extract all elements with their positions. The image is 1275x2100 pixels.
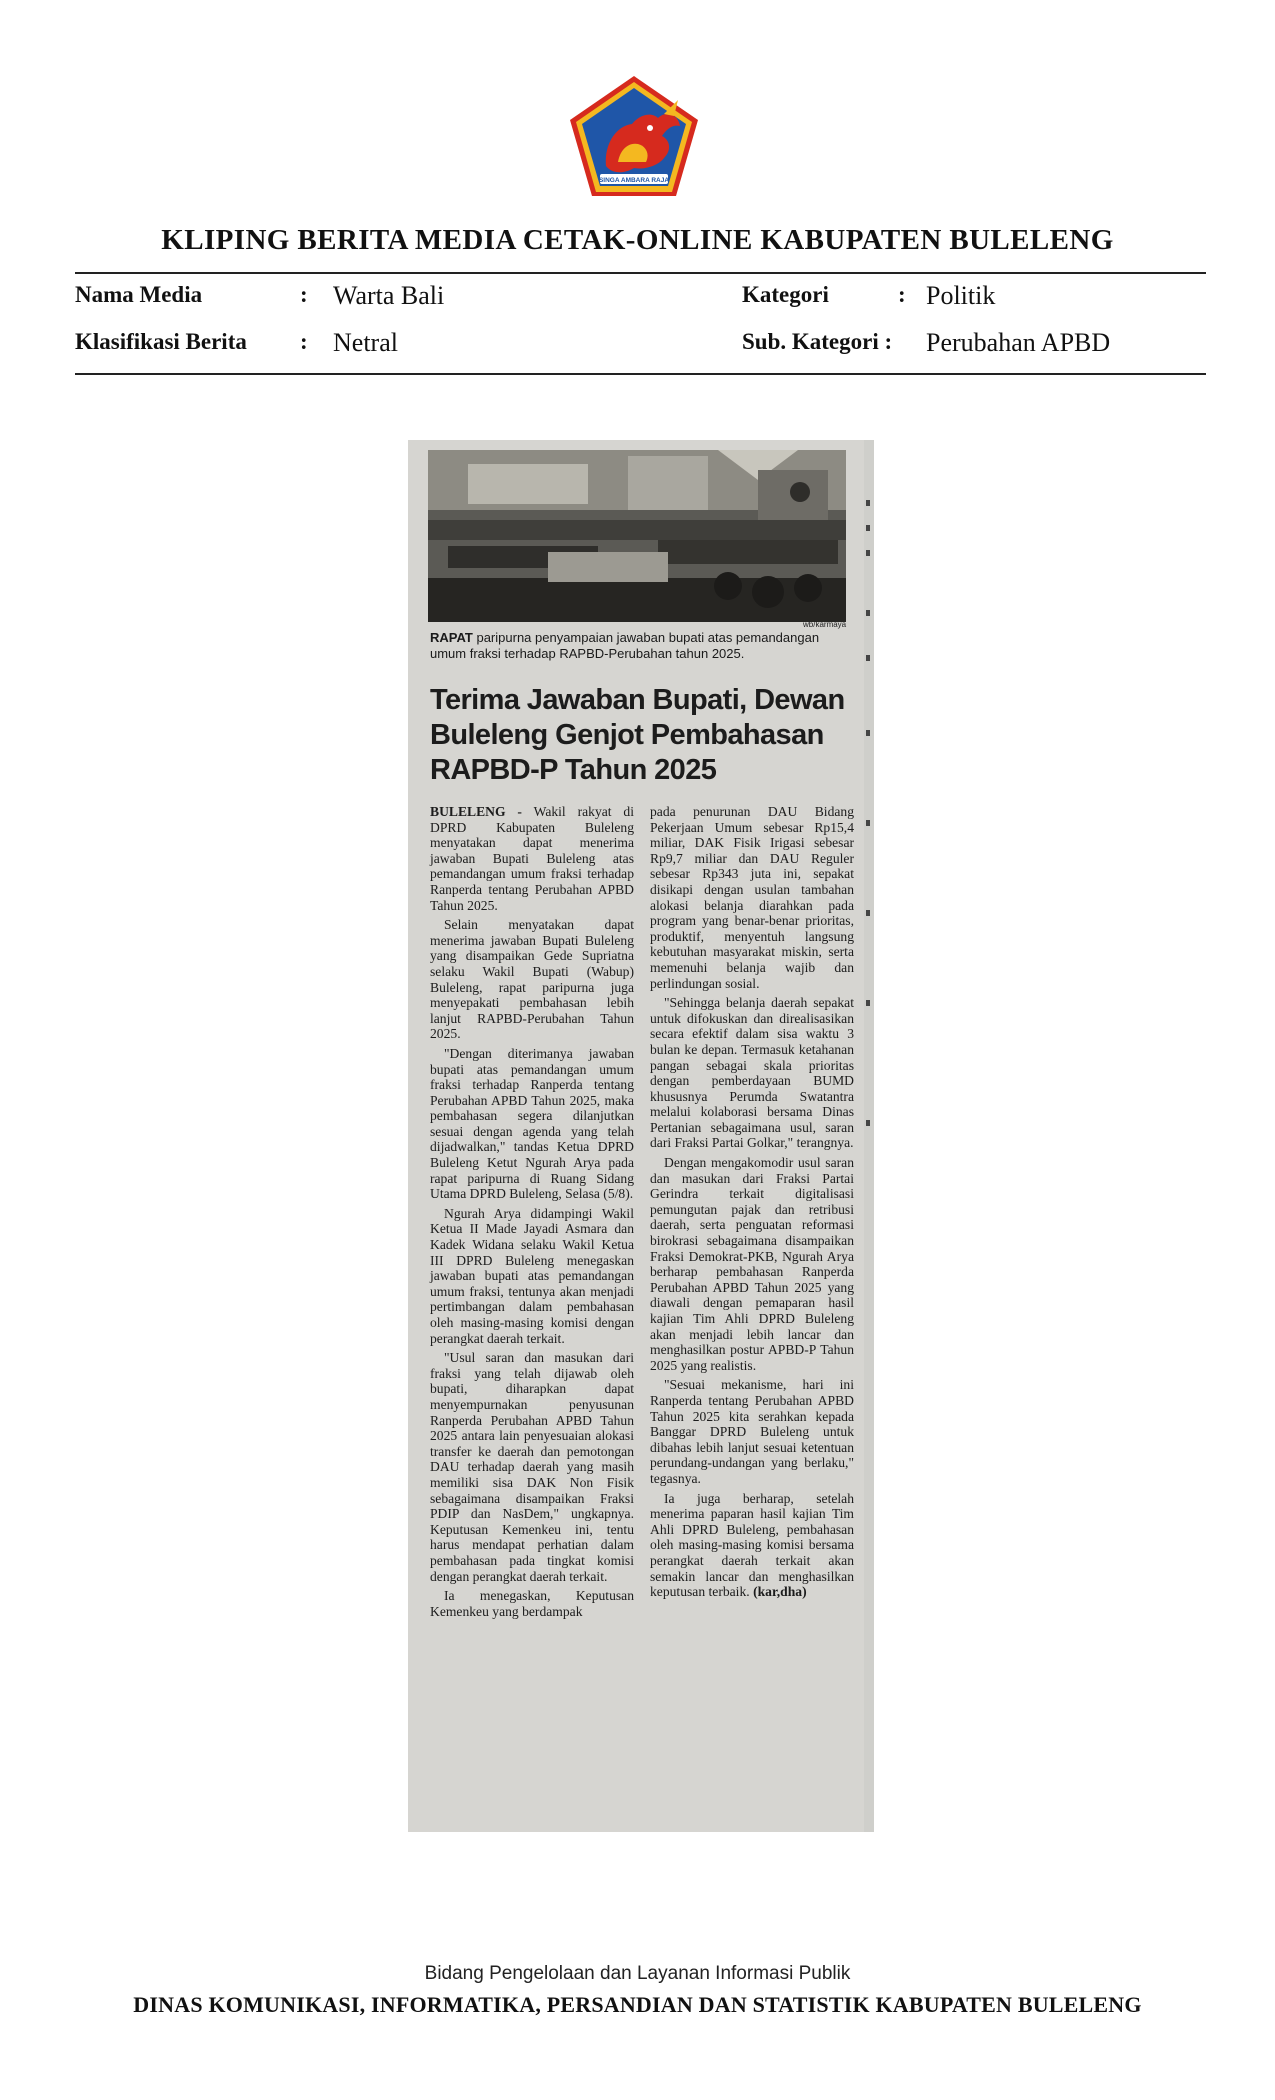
article-column-2 — [650, 804, 854, 1604]
adjacent-text-fragment — [866, 910, 870, 916]
article-paragraph: Dengan mengakomodir usul saran dan masukan dari Fraksi Partai Gerindra terkait digitalisasi pemungutan pajak dan retribusi daerah, serta penguatan reformasi birokrasi sebagaimana disampaikan Fraksi Demokrat-PKB, Ngurah Arya berharap pembahasan Ranperda Perubahan APBD Tahun 2025 yang diawali dengan pemaparan hasil kajian Tim Ahli DPRD Buleleng akan menjadi lebih lancar dan menghasilkan postur APBD-P Tahun 2025 yang realistis. — [650, 1155, 854, 1373]
article-paragraph: "Dengan diterimanya jawaban bupati atas pemandangan umum fraksi terhadap Ranperda tentang Perubahan APBD Tahun 2025, maka pembahasan segera dilanjutkan sesuai dengan agenda yang telah dijadwalkan," tandas Ketua DPRD Buleleng Ketut Ngurah Arya pada rapat paripurna di Ruang Sidang Utama DPRD Buleleng, Selasa (5/8). — [430, 1045, 634, 1202]
adjacent-text-fragment — [866, 610, 870, 616]
adjacent-text-fragment — [866, 1000, 870, 1006]
article-paragraph: pada penurunan DAU Bidang Pekerjaan Umum sebesar Rp15,4 miliar, DAK Fisik Irigasi sebesar Rp9,7 miliar dan DAU Reguler sebesar Rp343 juta ini, sepakat disikapi dengan usulan tambahan alokasi belanja diarahkan pada program yang benar-benar prioritas, produktif, menyentuh langsung kebutuhan masyarakat miskin, serta memenuhi belanja wajib dan perlindungan sosial. — [650, 804, 854, 991]
category-label: Kategori — [742, 282, 829, 307]
adjacent-column-edge — [864, 440, 874, 1832]
footer-division: Bidang Pengelolaan dan Layanan Informasi Publik — [424, 1963, 851, 1984]
photo-caption — [430, 630, 846, 662]
article-column-1 — [430, 804, 634, 1623]
adjacent-text-fragment — [866, 1120, 870, 1126]
article-paragraph: "Sesuai mekanisme, hari ini Ranperda tentang Perubahan APBD Tahun 2025 kita serahkan kepada Banggar DPRD Buleleng untuk dibahas lebih lanjut sesuai ketentuan perundang-undangan yang berlaku," tegasnya. — [650, 1377, 854, 1486]
document-title: KLIPING BERITA MEDIA CETAK-ONLINE KABUPATEN BULELENG — [161, 224, 1114, 256]
article-paragraph: "Sehingga belanja daerah sepakat untuk difokuskan dan direalisasikan secara efektif dalam sisa waktu 3 bulan ke depan. Termasuk ketahanan pangan sebagai skala prioritas dengan pemberdayaan BUMD khususnya Perumda Swatantra melalui kolaborasi bersama Dinas Pertanian sebagaimana usul, saran dari Fraksi Partai Golkar," terangnya. — [650, 995, 854, 1151]
article-paragraph: Ia menegaskan, Keputusan Kemenkeu yang berdampak — [430, 1588, 634, 1619]
subcategory-value: Perubahan APBD — [926, 328, 1111, 357]
media-name-value: Warta Bali — [333, 281, 445, 310]
category-value: Politik — [926, 281, 996, 310]
classification-value: Netral — [333, 328, 398, 357]
classification-colon: : — [300, 329, 308, 354]
paragraph-text: Wakil rakyat di DPRD Kabupaten Buleleng menyatakan dapat menerima jawaban Bupati Buleleng atas pemandangan umum fraksi terhadap Ranperda tentang Perubahan APBD Tahun 2025. — [430, 804, 634, 913]
media-name-label: Nama Media — [75, 282, 203, 307]
header-top-rule — [75, 272, 1206, 274]
dateline: BULELENG - — [430, 804, 522, 819]
photo-credit: wb/karmaya — [803, 620, 847, 629]
header-bottom-rule — [75, 373, 1206, 375]
caption-lead: RAPAT — [430, 630, 473, 645]
category-colon: : — [898, 282, 906, 307]
buleleng-crest-logo — [566, 74, 702, 200]
article-paragraph — [430, 804, 634, 913]
caption-text: paripurna penyampaian jawaban bupati atas pemandangan umum fraksi terhadap RAPBD-Perubahan tahun 2025. — [430, 630, 820, 661]
subcategory-label: Sub. Kategori : — [742, 329, 893, 354]
article-paragraph: Selain menyatakan dapat menerima jawaban Bupati Buleleng yang disampaikan Gede Supriatna selaku Wakil Bupati (Wabup) Buleleng, rapat paripurna juga menyepakati pembahasan lebih lanjut RAPBD-Perubahan Tahun 2025. — [430, 917, 634, 1042]
article-paragraph: Ngurah Arya didampingi Wakil Ketua II Made Jayadi Asmara dan Kadek Widana selaku Wakil Ketua III DPRD Buleleng menegaskan jawaban bupati atas pemandangan umum fraksi, tentunya akan menjadi pertimbangan dalam pembahasan oleh masing-masing komisi dengan perangkat daerah terkait. — [430, 1205, 634, 1346]
footer-agency: DINAS KOMUNIKASI, INFORMATIKA, PERSANDIAN DAN STATISTIK KABUPATEN BULELENG — [133, 1992, 1142, 2017]
adjacent-text-fragment — [866, 500, 870, 506]
article-paragraph: "Usul saran dan masukan dari fraksi yang telah dijawab oleh bupati, diharapkan dapat menyempurnakan penyusunan Ranperda Perubahan APBD Tahun 2025 antara lain penyesuaian alokasi transfer ke daerah dan pemotongan DAU terhadap daerah yang masih memiliki sisa DAK Non Fisik sebagaimana disampaikan Fraksi PDIP dan NasDem," ungkapnya. Keputusan Kemenkeu ini, tentu harus mendapat perhatian dalam pembahasan pada tingkat komisi dengan perangkat daerah terkait. — [430, 1350, 634, 1584]
adjacent-text-fragment — [866, 525, 870, 531]
adjacent-text-fragment — [866, 550, 870, 556]
logo-motto: SINGA AMBARA RAJA — [598, 177, 670, 184]
paragraph-text: Ia juga berharap, setelah menerima paparan hasil kajian Tim Ahli DPRD Buleleng, pembahasan oleh masing-masing komisi bersama perangkat daerah terkait akan semakin lancar dan menghasilkan keputusan terbaik. — [650, 1490, 854, 1600]
media-name-colon: : — [300, 282, 308, 307]
plenary-meeting-photo — [428, 450, 846, 622]
adjacent-text-fragment — [866, 655, 870, 661]
article-paragraph — [650, 1491, 854, 1600]
newspaper-clipping — [408, 440, 874, 1832]
adjacent-text-fragment — [866, 730, 870, 736]
article-signoff: (kar,dha) — [753, 1584, 807, 1600]
classification-label: Klasifikasi Berita — [75, 329, 247, 354]
article-headline: Terima Jawaban Bupati, Dewan Buleleng Genjot Pembahasan RAPBD-P Tahun 2025 — [430, 684, 845, 786]
adjacent-text-fragment — [866, 820, 870, 826]
